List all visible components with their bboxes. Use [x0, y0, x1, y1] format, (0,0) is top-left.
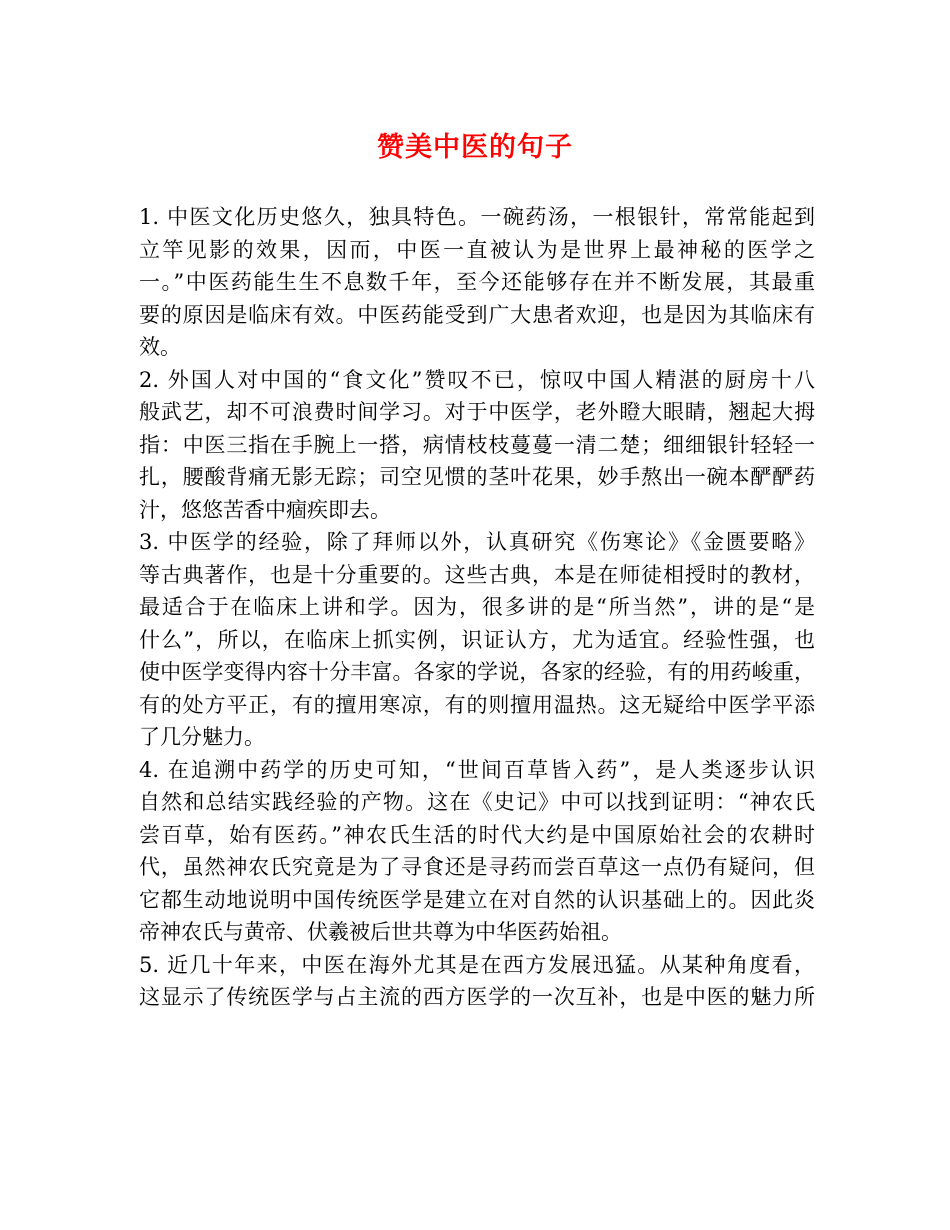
- text-line: 代，虽然神农氏究竟是为了寻食还是寻药而尝百草这一点仍有疑问，但: [139, 855, 815, 879]
- text-line: 2. 外国人对中国的“食文化”赞叹不已，惊叹中国人精湛的厨房十八: [139, 367, 815, 392]
- text-line: 5. 近几十年来，中医在海外尤其是在西方发展迅猛。从某种角度看，: [139, 952, 815, 977]
- text-line: 汁，悠悠苦香中痼疾即去。: [139, 497, 391, 522]
- text-line: 4. 在追溯中药学的历史可知，“世间百草皆入药”，是人类逐步认识: [139, 757, 815, 782]
- text-line: 1. 中医文化历史悠久，独具特色。一碗药汤，一根银针，常常能起到: [139, 205, 815, 229]
- text-line: 最适合于在临床上讲和学。因为，很多讲的是“所当然”，讲的是“是: [139, 595, 815, 619]
- text-line: 指：中医三指在手腕上一搭，病情枝枝蔓蔓一清二楚；细细银针轻轻一: [139, 432, 815, 457]
- text-line: 般武艺，却不可浪费时间学习。对于中医学，老外瞪大眼睛，翘起大拇: [139, 400, 815, 424]
- text-line: 这显示了传统医学与占主流的西方医学的一次互补，也是中医的魅力所: [139, 985, 815, 1009]
- text-line: 什么”，所以，在临床上抓实例，识证认方，尤为适宜。经验性强，也: [139, 627, 815, 652]
- text-line: 扎，腰酸背痛无影无踪；司空见惯的茎叶花果，妙手熬出一碗本酽酽药: [139, 465, 815, 489]
- text-line: 帝神农氏与黄帝、伏羲被后世共尊为中华医药始祖。: [139, 920, 622, 944]
- text-line: 要的原因是临床有效。中医药能受到广大患者欢迎，也是因为其临床有: [139, 302, 815, 327]
- text-line: 它都生动地说明中国传统医学是建立在对自然的认识基础上的。因此炎: [139, 887, 815, 912]
- text-line: 尝百草，始有医药。”神农氏生活的时代大约是中国原始社会的农耕时: [139, 822, 815, 847]
- text-line: 等古典著作，也是十分重要的。这些古典，本是在师徒相授时的教材，: [139, 562, 815, 587]
- document-title: 赞美中医的句子: [377, 132, 573, 163]
- text-line: 自然和总结实践经验的产物。这在《史记》中可以找到证明：“神农氏: [139, 790, 815, 814]
- text-line: 效。: [139, 335, 181, 359]
- text-line: 3. 中医学的经验，除了拜师以外，认真研究《伤寒论》《金匮要略》: [139, 530, 815, 554]
- text-line: 了几分魅力。: [139, 725, 265, 749]
- text-line: 有的处方平正，有的擅用寒凉，有的则擅用温热。这无疑给中医学平添: [139, 692, 815, 717]
- document-body: [139, 201, 815, 1014]
- text-line: 一。”中医药能生生不息数千年，至今还能够存在并不断发展，其最重: [139, 270, 815, 294]
- text-line: 使中医学变得内容十分丰富。各家的学说，各家的经验，有的用药峻重，: [139, 660, 815, 684]
- text-line: 立竿见影的效果，因而，中医一直被认为是世界上最神秘的医学之: [139, 237, 815, 262]
